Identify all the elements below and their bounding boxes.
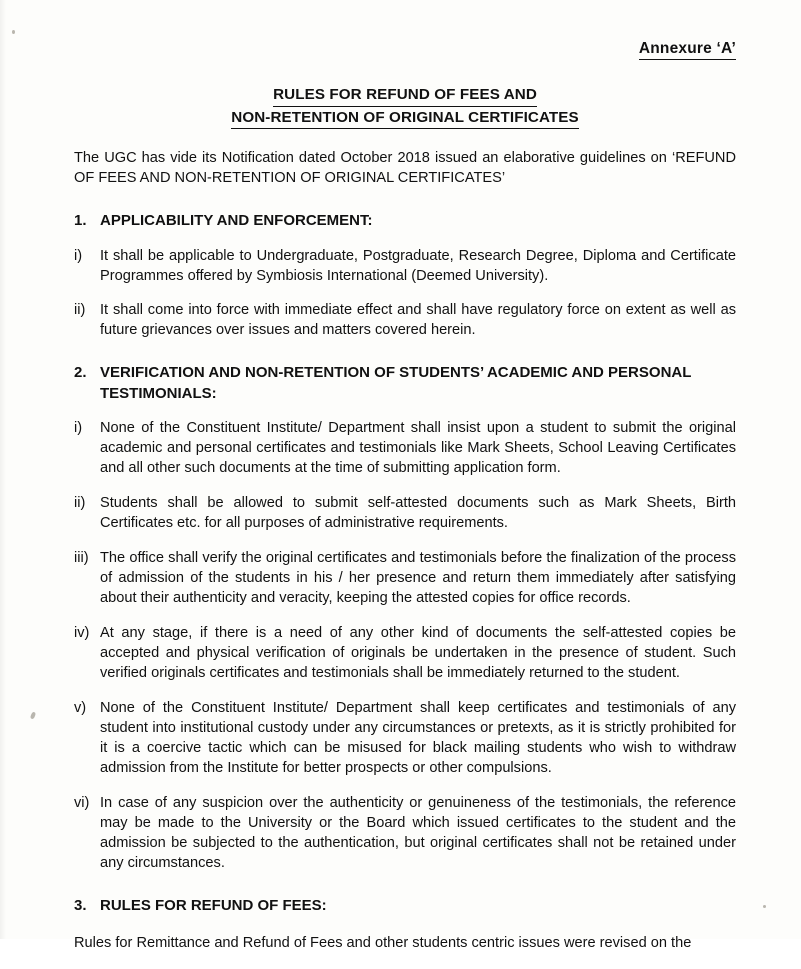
annexure-label [74, 40, 736, 60]
clause [74, 301, 736, 341]
page-title [74, 84, 736, 129]
page-edge-shadow [0, 0, 6, 939]
clause [74, 494, 736, 534]
scan-speck [30, 712, 36, 720]
section-heading-1 [74, 211, 736, 231]
document-content [74, 28, 736, 969]
clause-text: Students shall be allowed to submit self-attested documents such as Mark Sheets, Birth Certificates etc. for all purposes of administrative requirements. [100, 495, 736, 532]
clause-marker: ii) [74, 302, 86, 319]
clause [74, 624, 736, 684]
clause [74, 699, 736, 779]
clause-marker: iv) [74, 625, 90, 642]
clause-marker: iii) [74, 550, 89, 567]
clause-text: The office shall verify the original certificates and testimonials before the finalization of the process of admission of the students in his / her presence and return them immediately after satisfying about their authenticity and veracity, keeping the attested copies for office records. [100, 550, 736, 607]
section-title: VERIFICATION AND NON-RETENTION OF STUDENTS’ ACADEMIC AND PERSONAL TESTIMONIALS: [100, 364, 692, 402]
clause-text: In case of any suspicion over the authenticity or genuineness of the testimonials, the reference may be made to the University or the Board which issued certificates to the student and the admission be subjected to the authentication, but original certificates shall not be retained under any circumstances. [100, 795, 736, 871]
clause [74, 247, 736, 287]
clause-text: None of the Constituent Institute/ Department shall keep certificates and testimonials of any student into institutional custody under any circumstances or pretexts, as it is strictly prohibited for it is a coercive tactic which can be misused for black mailing students who wish to withdraw admission from the Institute for better prospects or other compulsions. [100, 700, 736, 777]
scan-speck [763, 905, 766, 908]
clause-marker: v) [74, 700, 87, 717]
section-title: RULES FOR REFUND OF FEES: [100, 896, 327, 914]
clause-marker: i) [74, 247, 83, 264]
section-number: 2. [74, 364, 87, 382]
clause-text: It shall be applicable to Undergraduate, Postgraduate, Research Degree, Diploma and Certificate Programmes offered by Symbiosis International (Deemed University). [100, 247, 736, 284]
scan-speck [12, 30, 15, 34]
clause-text: At any stage, if there is a need of any other kind of documents the self-attested copies be accepted and physical verification of originals be undertaken in the presence of student. Such verified originals certificates and testimonials shall be immediately returned to the student. [100, 625, 736, 682]
section-number: 3. [74, 896, 87, 914]
clause-marker: vi) [74, 795, 90, 811]
clause [74, 549, 736, 609]
intro-paragraph: The UGC has vide its Notification dated October 2018 issued an elaborative guidelines on ‘REFUND OF FEES AND NON-RETENTION OF ORIGINAL CERTIFICATES’ [74, 150, 736, 187]
section-number: 1. [74, 212, 87, 230]
clause-marker: i) [74, 420, 83, 437]
clause-marker: ii) [74, 495, 86, 512]
trailing-paragraph: Rules for Remittance and Refund of Fees and other students centric issues were revised on the [74, 935, 692, 952]
clause [74, 419, 736, 479]
section-title: APPLICABILITY AND ENFORCEMENT: [100, 212, 373, 230]
annexure-label-text: Annexure ‘A’ [639, 40, 736, 60]
section-heading-2 [74, 363, 736, 404]
section-heading-3 [74, 896, 736, 916]
page-title-line-1: RULES FOR REFUND OF FEES AND [273, 84, 537, 107]
clause [74, 794, 736, 874]
clause-text: It shall come into force with immediate effect and shall have regulatory force on extent as well as future grievances over issues and matters covered herein. [100, 302, 736, 339]
clause-text: None of the Constituent Institute/ Department shall insist upon a student to submit the original academic and personal certificates and testimonials like Mark Sheets, School Leaving Certificates and all other such documents at the time of submitting application form. [100, 420, 736, 477]
page-title-line-2: NON-RETENTION OF ORIGINAL CERTIFICATES [231, 107, 578, 130]
